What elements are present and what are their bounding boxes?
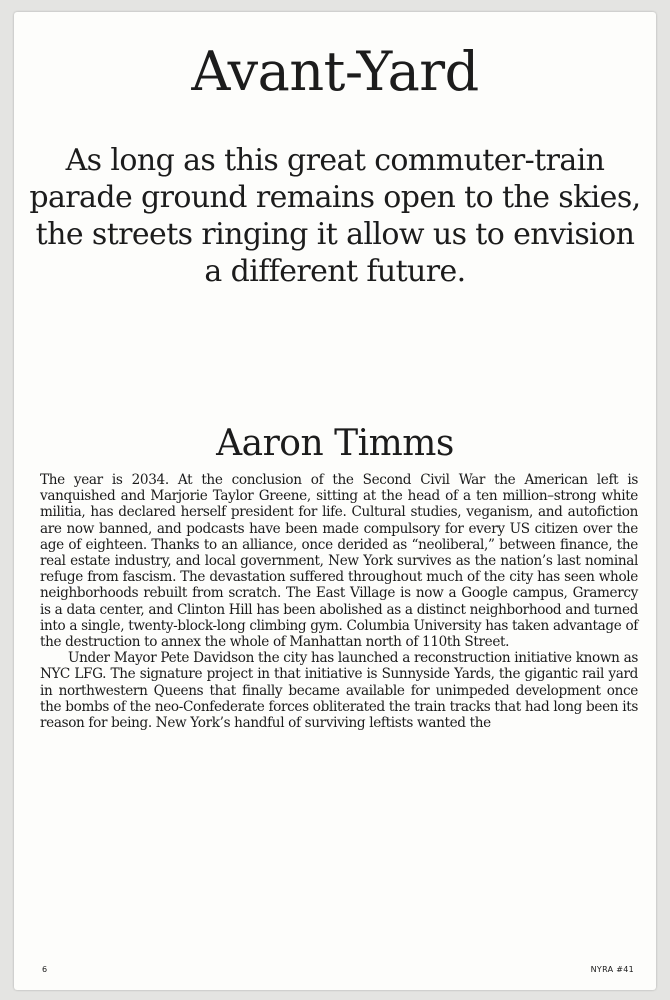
body-paragraph-2: Under Mayor Pete Davidson the city has launched a reconstruction initiative known as NYC LFG. The signature project in that initiative is Sunnyside Yards, the gigantic rail yard in northwestern Queens that finally became available for unimpeded development once the bombs of the neo-Confederate forces obliterated the train tracks that had long been its reason for being. New York’s handful of surviving leftists wanted the — [40, 650, 638, 732]
article-title: Avant-Yard — [191, 40, 479, 103]
article-author: Aaron Timms — [216, 423, 454, 464]
article-dek: As long as this great commuter-train parade ground remains open to the skies, the streets ringing it allow us to envision a different future. — [29, 143, 641, 289]
page-number: 6 — [42, 965, 48, 974]
issue-label: NYRA #41 — [590, 965, 634, 974]
body-paragraph-1: The year is 2034. At the conclusion of the Second Civil War the American left is vanquished and Marjorie Taylor Greene, sitting at the head of a ten million–strong white militia, has declared herself president for life. Cultural studies, veganism, and autofiction are now banned, and podcasts have been made compulsory for every US citizen over the age of eighteen. Thanks to an alliance, once derided as “neoliberal,” between finance, the real estate industry, and local government, New York survives as the nation’s last nominal refuge from fascism. The devastation suffered throughout much of the city has seen whole neighborhoods rebuilt from scratch. The East Village is now a Google campus, Gramercy is a data center, and Clinton Hill has been abolished as a distinct neighborhood and turned into a single, twenty-block-long climbing gym. Columbia University has taken advantage of the destruction to annex the whole of Manhattan north of 110th Street. — [40, 472, 638, 651]
magazine-page — [14, 12, 656, 990]
article-body — [40, 472, 638, 731]
